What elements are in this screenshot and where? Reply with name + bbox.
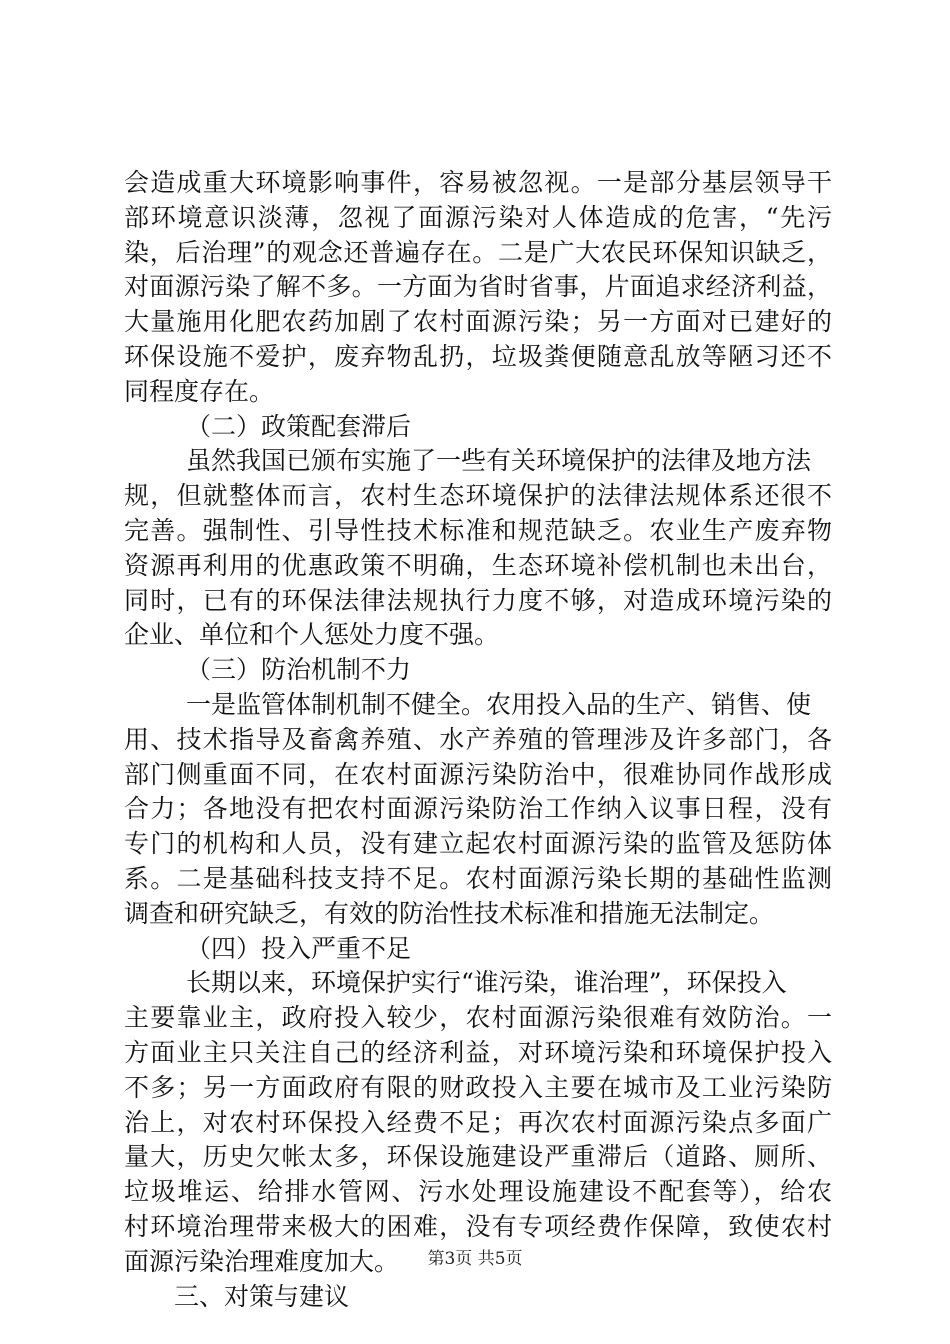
paragraph-line: 环保设施不爱护，废弃物乱扔，垃圾粪便随意乱放等陋习还不 — [124, 341, 832, 371]
paragraph-line: 村环境治理带来极大的困难，没有专项经费作保障，致使农村 — [124, 1211, 832, 1241]
paragraph-line: 部环境意识淡薄，忽视了面源污染对人体造成的危害，“先污 — [124, 202, 832, 232]
paragraph-line: 垃圾堆运、给排水管网、污水处理设施建设不配套等），给农 — [124, 1177, 832, 1207]
paragraph-line: 规，但就整体而言，农村生态环境保护的法律法规体系还很不 — [124, 481, 832, 511]
paragraph-line: 方面业主只关注自己的经济利益，对环境污染和环境保护投入 — [124, 1037, 832, 1067]
paragraph-line: 长期以来，环境保护实行“谁污染，谁治理”，环保投入 — [186, 968, 787, 998]
paragraph-line: 量大，历史欠帐太多，环保设施建设严重滞后（道路、厕所、 — [124, 1142, 832, 1172]
subsection-heading: （二）政策配套滞后 — [186, 411, 412, 441]
paragraph-line: 不多；另一方面政府有限的财政投入主要在城市及工业污染防 — [124, 1072, 832, 1102]
paragraph-line: 同时，已有的环保法律法规执行力度不够，对造成环境污染的 — [124, 585, 832, 615]
paragraph-line: 面源污染治理难度加大。 — [124, 1246, 400, 1276]
paragraph-line: 会造成重大环境影响事件，容易被忽视。一是部分基层领导干 — [124, 168, 832, 197]
section-heading: 三、对策与建议 — [174, 1281, 350, 1311]
paragraph-line: 大量施用化肥农药加剧了农村面源污染；另一方面对已建好的 — [124, 307, 832, 337]
paragraph-line: 调查和研究缺乏，有效的防治性技术标准和措施无法制定。 — [124, 898, 775, 928]
paragraph-line: 用、技术指导及畜禽养殖、水产养殖的管理涉及许多部门，各 — [124, 724, 832, 754]
paragraph-line: 合力；各地没有把农村面源污染防治工作纳入议事日程，没有 — [124, 794, 832, 824]
paragraph-line: 治上，对农村环保投入经费不足；再次农村面源污染点多面广 — [124, 1107, 832, 1137]
subsection-heading: （四）投入严重不足 — [186, 933, 412, 963]
paragraph-line: 对面源污染了解不多。一方面为省时省事，片面追求经济利益， — [124, 272, 832, 302]
page-footer: 第3页 共5页 — [427, 1249, 523, 1269]
paragraph-line: 一是监管体制机制不健全。农用投入品的生产、销售、使 — [186, 689, 812, 719]
paragraph-line: 完善。强制性、引导性技术标准和规范缺乏。农业生产废弃物 — [124, 515, 832, 545]
paragraph-line: 同程度存在。 — [124, 376, 275, 406]
document-body — [124, 166, 832, 1314]
paragraph-line: 部门侧重面不同，在农村面源污染防治中，很难协同作战形成 — [124, 759, 832, 789]
paragraph-line: 资源再利用的优惠政策不明确，生态环境补偿机制也未出台， — [124, 550, 832, 580]
paragraph-line: 企业、单位和个人惩处力度不强。 — [124, 620, 500, 650]
paragraph-line: 系。二是基础科技支持不足。农村面源污染长期的基础性监测 — [124, 863, 832, 893]
paragraph-line: 染，后治理”的观念还普遍存在。二是广大农民环保知识缺乏， — [124, 237, 832, 267]
paragraph-line: 虽然我国已颁布实施了一些有关环境保护的法律及地方法 — [186, 446, 812, 476]
subsection-heading: （三）防治机制不力 — [186, 655, 412, 685]
paragraph-line: 主要靠业主，政府投入较少，农村面源污染很难有效防治。一 — [124, 1003, 832, 1033]
paragraph-line: 专门的机构和人员，没有建立起农村面源污染的监管及惩防体 — [124, 829, 832, 859]
